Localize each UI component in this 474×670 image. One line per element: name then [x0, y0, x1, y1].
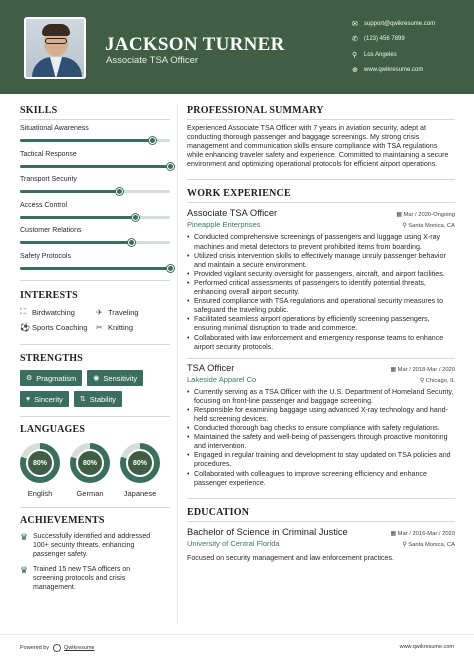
job-bullet: • Provided vigilant security oversight for passengers, aircraft, and airport facilities.	[187, 270, 455, 279]
language-label: Japanese	[123, 489, 157, 498]
contact-website[interactable]	[352, 63, 470, 79]
summary-text: Experienced Associate TSA Officer with 7 years in aviation security, adept at conducting thorough passenger and baggage screenings. My strong crisis management and communication skills ensure compliance with TSA regulations while enhancing traveler safety and experience. Committed to maintaining a secure environment and optimizing operational protocols for efficient airport operations.	[187, 124, 449, 169]
calendar-icon: ▦	[390, 530, 398, 537]
skill-bar	[20, 190, 170, 193]
language-label: German	[76, 489, 104, 498]
interest-item	[20, 307, 96, 317]
skill-bar-fill	[20, 241, 131, 244]
contact-location-text: Los Angeles	[364, 51, 397, 58]
job-bullet: • Engaged in regular training and development to stay updated on TSA policies and procedures.	[187, 451, 455, 469]
language-ring	[70, 443, 110, 483]
summary-title: PROFESSIONAL SUMMARY	[187, 105, 324, 116]
skill-item	[20, 202, 170, 228]
trophy-icon: ♛	[20, 532, 29, 542]
achievements-title: ACHIEVEMENTS	[20, 515, 105, 526]
job-bullet: • Utilized crisis intervention skills to effectively manage unruly passenger behavior and maintain a secure environment.	[187, 252, 455, 270]
strength-label: Stability	[89, 394, 117, 404]
skill-item	[20, 151, 170, 177]
skill-bar	[20, 139, 170, 142]
skill-bar-knob	[167, 163, 174, 170]
job-bullet: • Performed critical assessments of passengers to identify potential threats, enhancing overall airport security.	[187, 279, 455, 297]
skill-label: Situational Awareness	[20, 125, 89, 132]
education-location-text: Santa Monica, CA	[408, 541, 455, 548]
skill-label: Transport Security	[20, 176, 77, 183]
skill-label: Safety Protocols	[20, 252, 71, 260]
skill-item	[20, 253, 170, 279]
email-icon: ✉	[352, 20, 358, 28]
job-title: TSA Officer	[187, 362, 235, 373]
strengths-title: STRENGTHS	[20, 353, 83, 364]
job-bullets	[187, 233, 455, 351]
job-entry	[187, 208, 455, 351]
section-divider	[20, 119, 170, 120]
strengths-list	[20, 370, 180, 407]
pin-icon: ⚲	[419, 377, 426, 384]
language-item	[20, 443, 60, 498]
school-name: University of Central Florida	[187, 538, 280, 548]
job-divider	[187, 358, 455, 359]
language-percent: 80%	[126, 449, 154, 477]
pragmatism-icon: ⚙	[26, 375, 33, 382]
contact-phone-text: (123) 456 7899	[364, 36, 405, 43]
location-icon: ⚲	[352, 51, 358, 59]
language-item	[70, 443, 110, 498]
left-column	[20, 105, 170, 592]
candidate-role: Associate TSA Officer	[106, 55, 199, 66]
strength-label: Pragmatism	[36, 373, 77, 383]
job-bullets	[187, 388, 455, 488]
company-name: Lakeside Apparel Co	[187, 374, 257, 384]
job-bullet: • Collaborated with law enforcement and emergency response teams to enhance airport security protocols.	[187, 334, 455, 352]
skill-bar-fill	[20, 139, 152, 142]
contact-website-text: www.qwikresume.com	[364, 67, 424, 74]
resume-header	[0, 0, 474, 94]
skill-bar	[20, 216, 170, 219]
job-bullet: • Maintained the safety and well-being of passengers through proactive monitoring and intervention.	[187, 433, 455, 451]
profile-photo	[24, 17, 86, 79]
experience-title: WORK EXPERIENCE	[187, 188, 291, 200]
suitcase-icon: ✈	[96, 307, 103, 317]
skill-item	[20, 176, 170, 202]
strength-tag	[74, 391, 122, 407]
job-bullet: • Ensured compliance with TSA regulations and operational security measures to safeguard the traveling public.	[187, 297, 455, 315]
job-bullet: • Conducted thorough bag checks to ensure compliance with safety regulations.	[187, 424, 455, 433]
achievement-text: Successfully identified and addressed 100+ security threats, enhancing passenger safety.	[33, 533, 151, 558]
language-item	[120, 443, 160, 498]
footer-website-link[interactable]: www.qwikresume.com	[399, 644, 454, 650]
education-dates	[391, 531, 455, 537]
section-divider	[187, 498, 455, 499]
interests-list	[20, 307, 170, 332]
language-ring	[120, 443, 160, 483]
language-percent: 80%	[26, 449, 54, 477]
strength-tag	[20, 370, 82, 386]
stability-icon: ⇅	[79, 396, 86, 403]
powered-by	[20, 644, 95, 652]
interest-item	[20, 322, 96, 332]
languages-title: LANGUAGES	[20, 424, 86, 435]
section-divider	[20, 507, 170, 508]
sensitivity-icon: ◉	[93, 375, 100, 382]
job-entry	[187, 363, 455, 488]
job-bullet: • Collaborated with colleagues to improve screening efficiency and enhance passenger experience.	[187, 470, 455, 488]
pin-icon: ⚲	[402, 541, 409, 548]
section-divider	[20, 344, 170, 345]
calendar-icon: ▦	[390, 366, 398, 373]
sports-icon: ⚽	[20, 322, 30, 332]
binoculars-icon: ⛶	[20, 307, 26, 316]
brand-link[interactable]: Qwikresume	[64, 645, 95, 651]
phone-icon: ✆	[352, 36, 358, 44]
job-location-text: Santa Monica, CA	[408, 223, 455, 230]
skill-bar-knob	[132, 214, 139, 221]
globe-icon: ⊕	[352, 67, 358, 75]
candidate-name: JACKSON TURNER	[105, 34, 285, 55]
interest-label: Traveling	[108, 307, 139, 317]
skill-item	[20, 125, 170, 151]
strength-label: Sensitivity	[103, 373, 138, 383]
powered-by-label: Powered by	[20, 645, 50, 651]
skill-bar-fill	[20, 216, 136, 219]
company-name: Pineapple Enterprises	[187, 220, 261, 230]
skill-label: Tactical Response	[20, 150, 77, 158]
contact-email-text: support@qwikresume.com	[364, 20, 436, 27]
section-divider	[20, 416, 170, 417]
skill-bar-knob	[116, 188, 123, 195]
achievement-item	[20, 565, 170, 592]
job-dates-text: Mar / 2020-Ongoing	[403, 212, 455, 219]
interest-label: Birdwatching	[32, 307, 75, 317]
strength-label: Sincerity	[34, 394, 63, 404]
job-location	[402, 223, 455, 229]
education-title: EDUCATION	[187, 506, 250, 518]
sincerity-icon: ♥	[26, 395, 31, 403]
skill-bar-fill	[20, 190, 119, 193]
job-bullet: • Responsible for examining baggage using advanced X-ray technology and hand-held screening devices.	[187, 406, 455, 424]
job-dates	[396, 212, 455, 218]
section-divider	[187, 119, 455, 120]
interest-item	[96, 322, 170, 332]
job-bullet: • Currently serving as a TSA Officer with the U.S. Department of Homeland Security, focusing on front-line passenger and baggage screening.	[187, 388, 455, 406]
photo-glasses	[45, 38, 67, 44]
skills-list	[20, 125, 170, 278]
languages-list	[20, 443, 160, 498]
strength-tag	[20, 391, 69, 407]
column-divider	[177, 104, 178, 624]
interests-title: INTERESTS	[20, 290, 78, 301]
page-footer	[0, 634, 474, 670]
job-location-text: Chicago, IL	[425, 377, 455, 384]
skill-item	[20, 227, 170, 253]
skill-bar	[20, 267, 170, 270]
contact-list	[352, 16, 470, 78]
education-location	[402, 542, 455, 548]
education-dates-text: Mar / 2016-Mar / 2020	[397, 530, 455, 537]
contact-location	[352, 47, 470, 63]
interest-label: Knitting	[108, 322, 134, 332]
skills-title: SKILLS	[20, 105, 58, 116]
right-column	[187, 105, 455, 563]
job-location	[420, 378, 455, 384]
achievement-text: Trained 15 new TSA officers on screening protocols and crisis management.	[33, 566, 131, 591]
pin-icon: ⚲	[402, 223, 409, 230]
strength-tag	[87, 370, 143, 386]
interest-item	[96, 307, 170, 317]
section-divider	[187, 179, 455, 180]
job-bullet: • Facilitated seamless airport operations by efficiently screening passengers, ensuring minimal disruption to trade and commerce.	[187, 315, 455, 333]
achievement-item	[20, 532, 170, 559]
skill-label: Access Control	[20, 201, 68, 209]
skill-label: Customer Relations	[20, 227, 82, 234]
section-divider	[20, 280, 170, 281]
skill-bar-fill	[20, 267, 170, 270]
skill-bar-knob	[167, 265, 174, 272]
calendar-icon: ▦	[396, 212, 404, 219]
qwikresume-logo-icon	[53, 644, 61, 652]
contact-email[interactable]	[352, 16, 470, 32]
section-divider	[187, 521, 455, 522]
job-dates-text: Mar / 2018-Mar / 2020	[397, 366, 455, 373]
skill-bar-fill	[20, 165, 170, 168]
skill-bar	[20, 165, 170, 168]
language-ring	[20, 443, 60, 483]
skill-bar	[20, 241, 170, 244]
job-title: Associate TSA Officer	[187, 208, 278, 219]
language-label: English	[27, 489, 53, 498]
job-bullet: • Conducted comprehensive screenings of passengers and luggage using X-ray machines and metal detectors to prevent prohibited items from boarding.	[187, 233, 455, 251]
degree-title: Bachelor of Science in Criminal Justice	[187, 526, 348, 537]
skill-bar-knob	[128, 239, 135, 246]
language-percent: 80%	[76, 449, 104, 477]
job-dates	[391, 367, 455, 373]
contact-phone[interactable]	[352, 32, 470, 48]
education-details: Focused on security management and law enforcement practices.	[187, 553, 395, 562]
skill-bar-knob	[149, 137, 156, 144]
knitting-icon: ✂	[96, 322, 103, 332]
interest-label: Sports Coaching	[32, 322, 88, 332]
trophy-icon: ♛	[20, 565, 29, 575]
photo-hair	[42, 24, 70, 36]
section-divider	[187, 202, 455, 203]
